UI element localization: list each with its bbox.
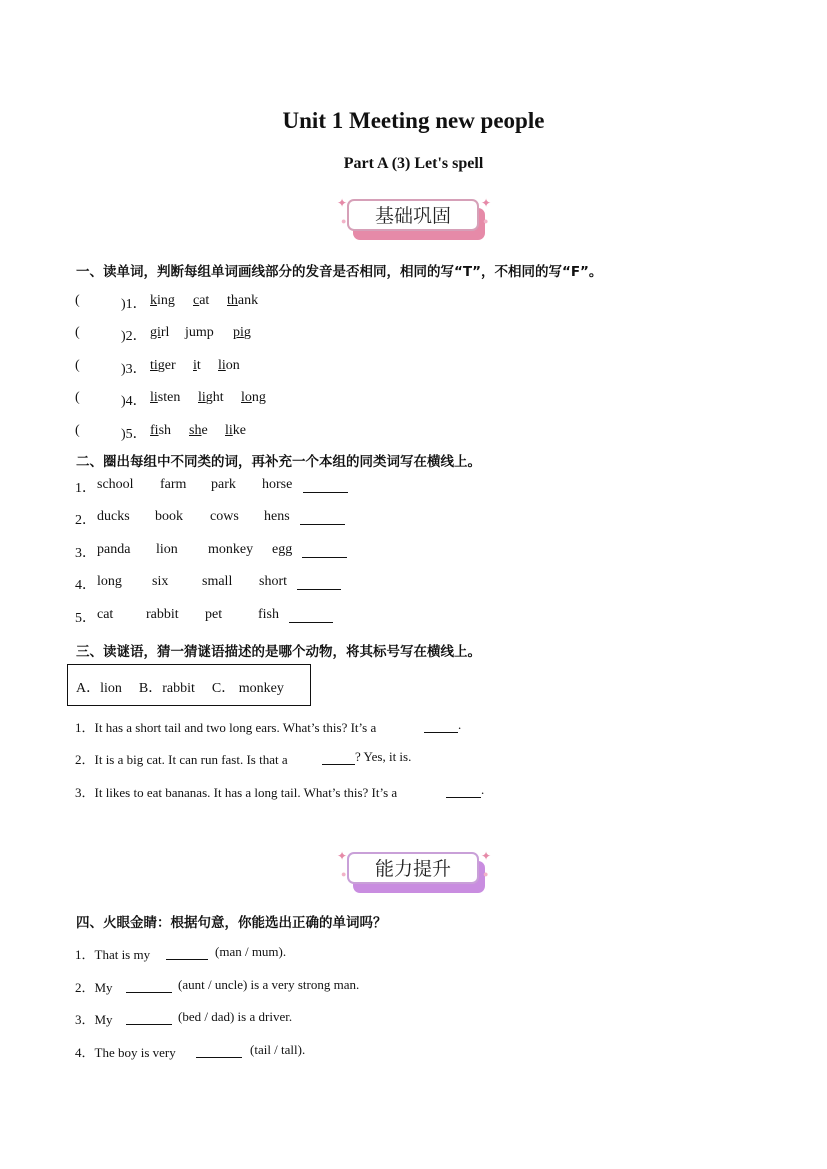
option-a: A．lion	[76, 681, 122, 696]
open-paren: (	[75, 325, 80, 340]
word-choice[interactable]: small	[202, 574, 233, 589]
sentence-start: 4．The boy is very	[75, 1045, 176, 1060]
word	[189, 423, 208, 439]
dot-icon: ●	[341, 869, 347, 879]
sparkle-icon: ✦	[481, 849, 492, 863]
word	[185, 325, 214, 341]
sentence-end: (tail / tall).	[250, 1042, 306, 1057]
underlined-sound: fi	[150, 423, 159, 438]
section3-heading: 三、读谜语，猜一猜谜语描述的是哪个动物，将其标号写在横线上。	[76, 644, 481, 660]
word-choice[interactable]: egg	[272, 542, 293, 557]
item-number: 4．	[75, 578, 96, 593]
underlined-sound: j	[185, 325, 189, 340]
word-choice[interactable]: rabbit	[146, 607, 179, 622]
underlined-sound: ti	[150, 358, 158, 373]
item-number: )1．	[121, 297, 147, 312]
section2-heading: 二、圈出每组中不同类的词，再补充一个本组的同类词写在横线上。	[76, 454, 481, 470]
open-paren: (	[75, 423, 80, 438]
word	[193, 358, 201, 374]
word-choice[interactable]: hens	[264, 509, 290, 524]
dot-icon: ●	[483, 216, 489, 226]
underlined-sound: li	[150, 390, 158, 405]
word-choice[interactable]: lion	[156, 542, 178, 557]
word-choice[interactable]: short	[259, 574, 287, 589]
underlined-sound: c	[193, 293, 200, 308]
word-part: at	[199, 293, 210, 308]
word-part: sten	[157, 390, 181, 405]
word	[193, 293, 209, 309]
answer-blank[interactable]	[446, 785, 481, 798]
section-banner-basic	[337, 196, 497, 251]
underlined-sound: li	[225, 423, 233, 438]
answer-blank[interactable]	[424, 720, 458, 733]
riddle-text-end: .	[481, 782, 485, 797]
word	[150, 325, 169, 341]
word-part: ing	[157, 293, 175, 308]
sentence-end: (bed / dad) is a driver.	[178, 1009, 293, 1024]
sentence-start: 1．That is my	[75, 947, 151, 962]
word-choice[interactable]: panda	[97, 542, 131, 557]
word-choice[interactable]: six	[152, 574, 169, 589]
word-part: on	[225, 358, 240, 373]
sentence-start: 2．My	[75, 980, 113, 995]
underlined-sound: li	[198, 390, 206, 405]
word	[150, 423, 171, 439]
word-part: ke	[232, 423, 246, 438]
option-b: B．rabbit	[138, 681, 195, 696]
word-choice[interactable]: park	[211, 477, 236, 492]
item-number: )4．	[121, 394, 147, 409]
word-choice[interactable]: cat	[97, 607, 114, 622]
word	[218, 358, 240, 374]
riddle-text-end: ? Yes, it is.	[355, 749, 412, 764]
options-box	[67, 664, 311, 706]
answer-blank[interactable]	[302, 545, 347, 558]
open-paren: (	[75, 293, 80, 308]
section4-heading: 四、火眼金睛：根据句意，你能选出正确的单词吗？	[76, 915, 387, 931]
riddle-text: 3．It likes to eat bananas. It has a long tail. What’s this? It’s a	[75, 785, 398, 800]
word	[150, 358, 176, 374]
word-choice[interactable]: horse	[262, 477, 293, 492]
sentence-end: (aunt / uncle) is a very strong man.	[178, 977, 360, 992]
answer-blank[interactable]	[303, 480, 348, 493]
word-part: ank	[237, 293, 259, 308]
answer-blank[interactable]	[126, 1012, 172, 1025]
word-choice[interactable]: long	[97, 574, 122, 589]
word-choice[interactable]: fish	[258, 607, 279, 622]
underlined-sound: pi	[233, 325, 244, 340]
underlined-sound: th	[227, 293, 238, 308]
page-title: Unit 1 Meeting new people	[282, 108, 545, 133]
answer-slot[interactable]	[87, 421, 117, 439]
open-paren: (	[75, 358, 80, 373]
word-part: e	[201, 423, 208, 438]
answer-slot[interactable]	[87, 356, 117, 374]
item-number: 1．	[75, 481, 96, 496]
sparkle-icon: ✦	[337, 196, 348, 210]
answer-blank[interactable]	[289, 610, 333, 623]
item-number: 3．	[75, 546, 96, 561]
sparkle-icon: ✦	[481, 196, 492, 210]
underlined-sound: gi	[150, 325, 161, 340]
word	[227, 293, 258, 309]
page-subtitle: Part A (3) Let's spell	[343, 155, 484, 172]
answer-slot[interactable]	[87, 291, 117, 309]
underlined-sound: sh	[189, 423, 202, 438]
word	[225, 423, 246, 439]
item-number: )5．	[121, 427, 147, 442]
word-part: ump	[188, 325, 214, 340]
word-choice[interactable]: monkey	[208, 542, 254, 557]
underlined-sound: i	[193, 358, 197, 373]
word-choice[interactable]: school	[97, 477, 134, 492]
word-choice[interactable]: cows	[210, 509, 239, 524]
underlined-sound: lo	[241, 390, 252, 405]
answer-slot[interactable]	[87, 388, 117, 406]
option-c: C． monkey	[211, 681, 284, 696]
word-part: rl	[160, 325, 170, 340]
word-part: t	[196, 358, 201, 373]
word-part: ger	[157, 358, 176, 373]
section1-heading: 一、读单词，判断每组单词画线部分的发音是否相同，相同的写“T”，不相同的写“F”。	[76, 264, 603, 280]
word	[241, 390, 266, 406]
word	[233, 325, 251, 341]
underlined-sound: k	[150, 293, 157, 308]
riddle-text-end: .	[458, 717, 462, 732]
word-choice[interactable]: book	[155, 509, 183, 524]
word-part: ng	[251, 390, 266, 405]
word-choice[interactable]: ducks	[97, 509, 130, 524]
banner-label: 基础巩固	[374, 205, 451, 227]
word	[150, 390, 180, 406]
item-number: 5．	[75, 611, 96, 626]
word-part: sh	[158, 423, 172, 438]
answer-blank[interactable]	[297, 577, 341, 590]
open-paren: (	[75, 390, 80, 405]
sentence-end: (man / mum).	[215, 944, 287, 959]
section-banner-advanced	[337, 849, 497, 904]
answer-blank[interactable]	[166, 947, 208, 960]
item-number: 2．	[75, 513, 96, 528]
word-part: ght	[205, 390, 224, 405]
dot-icon: ●	[483, 869, 489, 879]
item-number: )3．	[121, 362, 147, 377]
underlined-sound: li	[218, 358, 226, 373]
answer-blank[interactable]	[126, 980, 172, 993]
word-choice[interactable]: pet	[205, 607, 223, 622]
word	[198, 390, 224, 406]
answer-blank[interactable]	[196, 1045, 242, 1058]
riddle-text: 2．It is a big cat. It can run fast. Is that a	[75, 752, 288, 767]
banner-label: 能力提升	[374, 858, 451, 880]
answer-blank[interactable]	[322, 752, 355, 765]
riddle-text: 1．It has a short tail and two long ears. What’s this? It’s a	[75, 720, 377, 735]
answer-blank[interactable]	[300, 512, 345, 525]
word	[150, 293, 175, 309]
word-choice[interactable]: farm	[160, 477, 187, 492]
answer-slot[interactable]	[87, 323, 117, 341]
dot-icon: ●	[341, 216, 347, 226]
item-number: )2．	[121, 329, 147, 344]
sparkle-icon: ✦	[337, 849, 348, 863]
word-part: g	[243, 325, 251, 340]
sentence-start: 3．My	[75, 1012, 113, 1027]
